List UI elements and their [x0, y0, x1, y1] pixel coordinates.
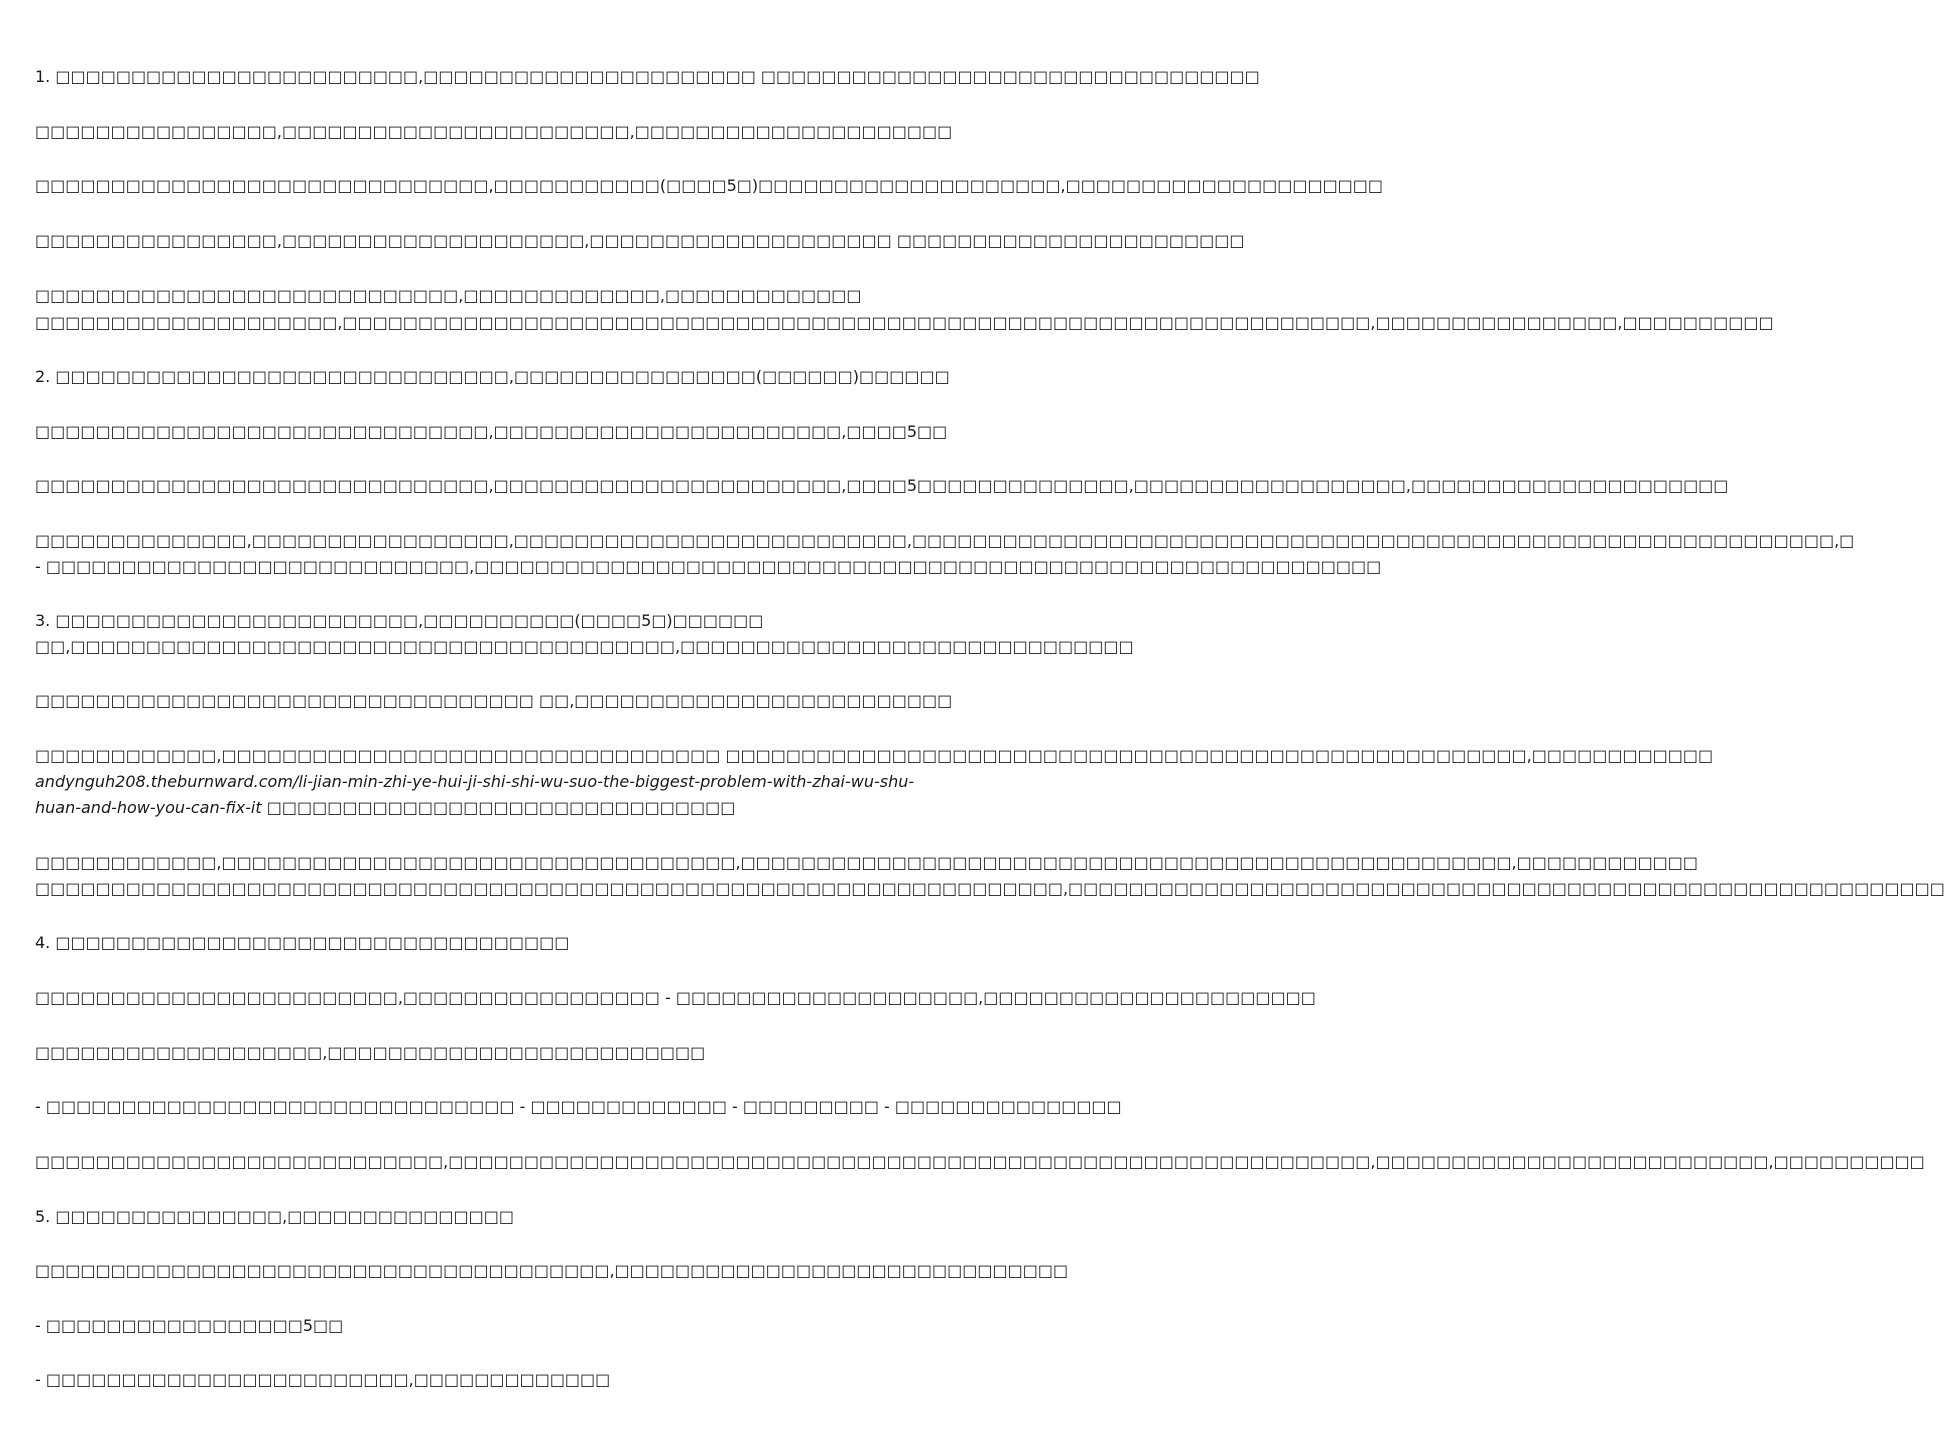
url-link-line-1[interactable]: andynguh208.theburnward.com/li-jian-min-zhi-ye-hui-ji-shi-shi-wu-suo-the-biggest-problem-with-zhai-wu-shu-	[35, 772, 915, 791]
item-2-heading: 2. □□□□□□□□□□□□□□□□□□□□□□□□□□□□□□,□□□□□□□□□□□□□□□□(□□□□□□)□□□□□□	[35, 367, 950, 386]
bullet-item: - □□□□□□□□□□□□□□□□□5□□	[35, 1316, 344, 1335]
item-3-heading: 3. □□□□□□□□□□□□□□□□□□□□□□□□,□□□□□□□□□□(□□□□5□)□□□□□□	[35, 611, 764, 630]
paragraph: □□□□□□□□□□□□□□□□□□□□,□□□□□□□□□□□□□□□□□□□□□□□□□□□□□□□□□□□□□□□□□□□□□□□□□□□□□□□□□□□□□□□□□□□□,□□□□□□□□□□□□□□□□,□□□□□□□□□□	[35, 313, 1774, 332]
item-5-heading: 5. □□□□□□□□□□□□□□□,□□□□□□□□□□□□□□□	[35, 1207, 514, 1226]
paragraph: □□□□□□□□□□□□,□□□□□□□□□□□□□□□□□□□□□□□□□□□□□□□□□□,□□□□□□□□□□□□□□□□□□□□□□□□□□□□□□□□□□□□□□□□□□□□□□□□□□□,□□□□□□□□□□□□	[35, 853, 1699, 872]
url-line-2-wrapper	[35, 795, 735, 821]
paragraph: □□□□□□□□□□□□□□,□□□□□□□□□□□□□□□□□,□□□□□□□□□□□□□□□□□□□□□□□□□□,□□□□□□□□□□□□□□□□□□□□□□□□□□□□□□□□□□□□□□□□□□□□□□□□□□□□□□□□□□□□□,□	[35, 531, 1855, 550]
paragraph: □□□□□□□□□□□□□□□□□□□,□□□□□□□□□□□□□□□□□□□□□□□□□	[35, 1043, 706, 1062]
paragraph: □□□□□□□□□□□□□□□□□□□□□□□□□□□□□□,□□□□□□□□□□□(□□□□5□)□□□□□□□□□□□□□□□□□□□□,□□□□□□□□□□□□□□□□□□□□□	[35, 176, 1384, 195]
bullet-list: - □□□□□□□□□□□□□□□□□□□□□□□□□□□□□□□ - □□□□□□□□□□□□□ - □□□□□□□□□ - □□□□□□□□□□□□□□□	[35, 1097, 1122, 1116]
bullet-item: - □□□□□□□□□□□□□□□□□□□□□□□□,□□□□□□□□□□□□□	[35, 1370, 611, 1389]
paragraph: □□□□□□□□□□□□□□□□□□□□□□□□,□□□□□□□□□□□□□□□□□ - □□□□□□□□□□□□□□□□□□□□,□□□□□□□□□□□□□□□□□□□□□□	[35, 988, 1316, 1007]
paragraph: □□,□□□□□□□□□□□□□□□□□□□□□□□□□□□□□□□□□□□□□□□□,□□□□□□□□□□□□□□□□□□□□□□□□□□□□□□	[35, 637, 1134, 656]
paragraph: □□□□□□□□□□□□□□□□□□□□□□□□□□□□,□□□□□□□□□□□□□,□□□□□□□□□□□□□	[35, 286, 862, 305]
paragraph: □□□□□□□□□□□□□□□□□□□□□□□□□□□□□□,□□□□□□□□□□□□□□□□□□□□□□□,□□□□5□□	[35, 422, 948, 441]
item-4-heading: 4. □□□□□□□□□□□□□□□□□□□□□□□□□□□□□□□□□□	[35, 933, 570, 952]
paragraph-tail: □□□□□□□□□□□□□□□□□□□□□□□□□□□□□□□	[266, 798, 736, 817]
paragraph: □□□□□□□□□□□□□□□□,□□□□□□□□□□□□□□□□□□□□,□□□□□□□□□□□□□□□□□□□□ □□□□□□□□□□□□□□□□□□□□□□□	[35, 231, 1245, 250]
url-link-line-2[interactable]: huan-and-how-you-can-fix-it	[35, 798, 262, 817]
paragraph: □□□□□□□□□□□□□□□□□□□□□□□□□□□□□□□□□□□□□□,□□□□□□□□□□□□□□□□□□□□□□□□□□□□□□	[35, 1261, 1069, 1280]
paragraph: □□□□□□□□□□□□□□□□□□□□□□□□□□□,□□□□□□□□□□□□□□□□□□□□□□□□□□□□□□□□□□□□□□□□□□□□□□□□□□□□□□□□□□□□□,□□□□□□□□□□□□□□□□□□□□□□□□□□,□□□□□□□□□□	[35, 1152, 1925, 1171]
bullet-item: - □□□□□□□□□□□□□□□□□□□□□□□□□□□□,□□□□□□□□□□□□□□□□□□□□□□□□□□□□□□□□□□□□□□□□□□□□□□□□□□□□□□□□□□□□	[35, 557, 1382, 576]
paragraph: □□□□□□□□□□□□□□□□□□□□□□□□□□□□□□□□□□□□□□□□□□□□□□□□□□□□□□□□□□□□□□□□□□□□,□□□□□□□□□□□□□□□□□□□□□□□□□□□□□□□□□□□□□□□□□□□□□□□□□□□□□□□□□□	[35, 879, 1945, 898]
paragraph: □□□□□□□□□□□□□□□□□□□□□□□□□□□□□□□□□ □□,□□□□□□□□□□□□□□□□□□□□□□□□□	[35, 691, 953, 710]
item-1-heading: 1. □□□□□□□□□□□□□□□□□□□□□□□□,□□□□□□□□□□□□□□□□□□□□□□ □□□□□□□□□□□□□□□□□□□□□□□□□□□□□□□□□	[35, 67, 1260, 86]
paragraph: □□□□□□□□□□□□□□□□□□□□□□□□□□□□□□,□□□□□□□□□□□□□□□□□□□□□□□,□□□□5□□□□□□□□□□□□□□,□□□□□□□□□□□□□□□□□□,□□□□□□□□□□□□□□□□□□□□□	[35, 476, 1729, 495]
paragraph: □□□□□□□□□□□□,□□□□□□□□□□□□□□□□□□□□□□□□□□□□□□□□□ □□□□□□□□□□□□□□□□□□□□□□□□□□□□□□□□□□□□□□□□□□□□□□□□□□□□□,□□□□□□□□□□□□	[35, 746, 1714, 765]
paragraph: □□□□□□□□□□□□□□□□,□□□□□□□□□□□□□□□□□□□□□□□,□□□□□□□□□□□□□□□□□□□□□	[35, 122, 953, 141]
